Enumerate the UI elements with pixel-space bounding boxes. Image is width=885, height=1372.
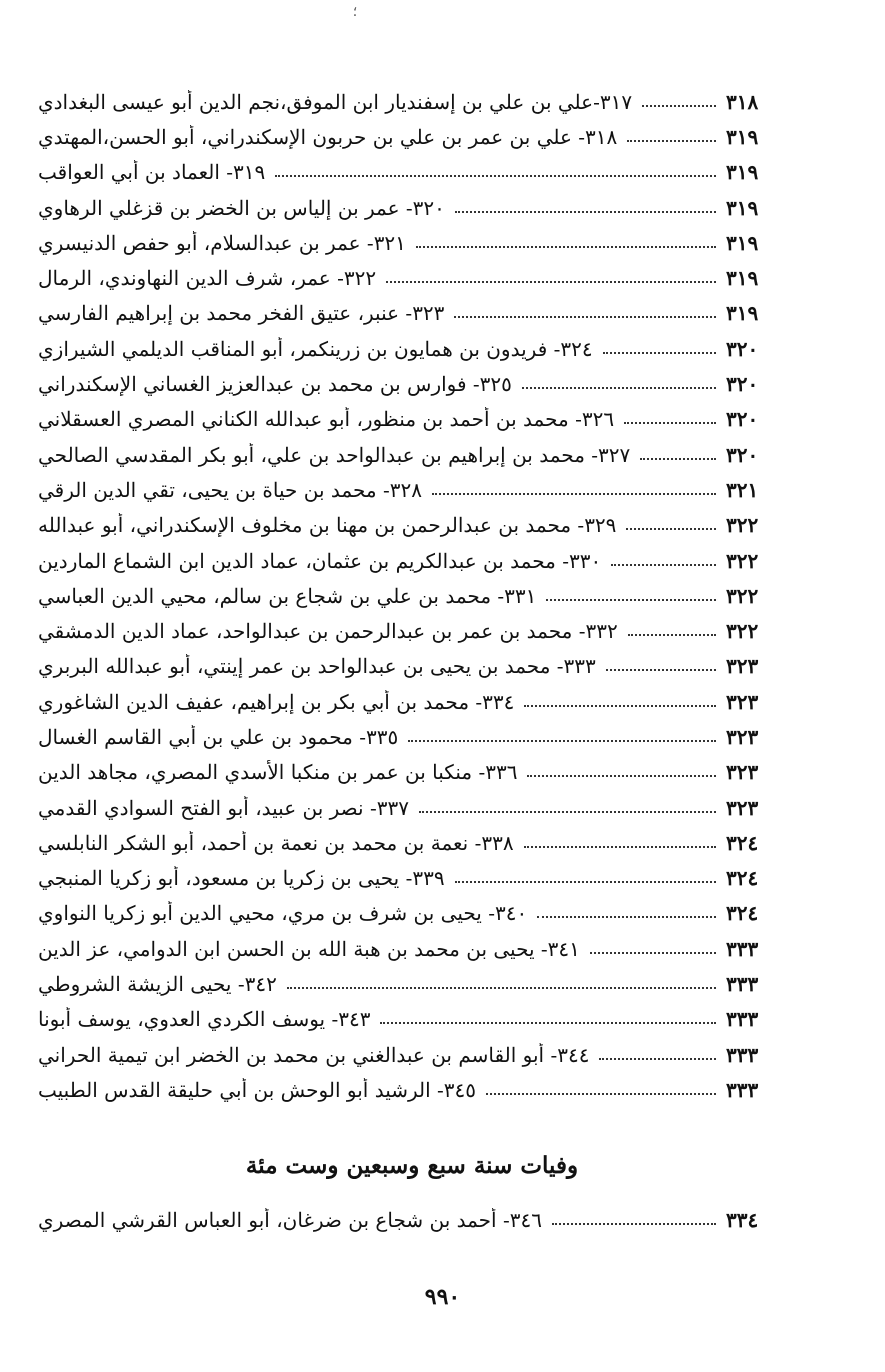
entry-page-number: ٣٢٣: [726, 795, 759, 820]
entry-page-number: ٣٢٣: [726, 689, 759, 714]
toc-entry: [38, 896, 786, 931]
entry-title: ٣٤٤- أبو القاسم بن عبدالغني بن محمد بن الخضر ابن تيمية الحراني: [38, 1042, 590, 1067]
entry-page-number: ٣١٩: [726, 266, 759, 291]
entry-title: ٣٣٠- محمد بن عبدالكريم بن عثمان، عماد الدين ابن الشماع الماردين: [38, 548, 602, 573]
toc-entry: [38, 437, 786, 472]
dot-leader: [275, 175, 716, 177]
dot-leader: [416, 246, 716, 248]
dot-leader: [527, 775, 716, 777]
entry-page-number: ٣٣٤: [726, 1207, 759, 1232]
dot-leader: [628, 634, 716, 636]
entry-title: ٣٢٩- محمد بن عبدالرحمن بن مهنا بن مخلوف الإسكندراني، أبو عبدالله: [38, 513, 617, 538]
entry-title: ٣٢٥- فوارس بن محمد بن عبدالعزيز الغساني الإسكندراني: [38, 372, 512, 397]
toc-entry: [38, 543, 786, 578]
entry-page-number: ٣٣٣: [726, 936, 759, 961]
section-table-of-contents: [38, 1202, 786, 1237]
entry-title: ٣٣٥- محمود بن علي بن أبي القاسم الغسال: [38, 724, 399, 749]
page-number: ٩٩٠: [424, 1284, 461, 1310]
entry-page-number: ٣٣٣: [726, 1077, 759, 1102]
table-of-contents: [38, 84, 786, 1108]
dot-leader: [524, 705, 716, 707]
entry-title: ٣٢٤- فريدون بن همايون بن زرينكمر، أبو المناقب الديلمي الشيرازي: [38, 336, 593, 361]
entry-page-number: ٣١٩: [726, 124, 759, 149]
dot-leader: [552, 1223, 716, 1225]
toc-entry: [38, 260, 786, 295]
entry-title: ٣٤٢- يحيى الزيشة الشروطي: [38, 972, 277, 997]
toc-entry: [38, 1037, 786, 1072]
entry-title: ٣٣٩- يحيى بن زكريا بن مسعود، أبو زكريا المنبجي: [38, 866, 445, 891]
entry-page-number: ٣٢٣: [726, 760, 759, 785]
toc-entry: [38, 366, 786, 401]
dot-leader: [455, 881, 716, 883]
toc-entry: [38, 613, 786, 648]
dot-leader: [386, 281, 716, 283]
toc-entry: [38, 719, 786, 754]
entry-page-number: ٣٢٠: [726, 442, 759, 467]
entry-title: ٣٣٨- نعمة بن محمد بن نعمة بن أحمد، أبو الشكر النابلسي: [38, 830, 514, 855]
toc-entry: [38, 649, 786, 684]
entry-page-number: ٣٢٢: [726, 513, 759, 538]
toc-entry: [38, 578, 786, 613]
toc-entry: [38, 1072, 786, 1107]
entry-title: ٣٤٠- يحيى بن شرف بن مري، محيي الدين أبو زكريا النواوي: [38, 901, 528, 926]
toc-entry: [38, 402, 786, 437]
entry-page-number: ٣٢٢: [726, 619, 759, 644]
entry-page-number: ٣٢٢: [726, 548, 759, 573]
dot-leader: [627, 140, 716, 142]
entry-page-number: ٣٣٣: [726, 1007, 759, 1032]
toc-entry: [38, 1002, 786, 1037]
entry-title: ٣٢٠- عمر بن إلياس بن الخضر بن قزغلي الرهاوي: [38, 195, 445, 220]
dot-leader: [537, 916, 716, 918]
dot-leader: [590, 952, 716, 954]
entry-title: ٣٤٣- يوسف الكردي العدوي، يوسف أبونا: [38, 1007, 371, 1032]
top-mark: ؛: [352, 4, 358, 20]
entry-page-number: ٣١٩: [726, 160, 759, 185]
toc-entry: [38, 861, 786, 896]
entry-title: ٣١٩- العماد بن أبي العواقب: [38, 160, 266, 185]
dot-leader: [546, 599, 716, 601]
dot-leader: [624, 422, 716, 424]
toc-entry: [38, 825, 786, 860]
entry-title: ٣٢١- عمر بن عبدالسلام، أبو حفص الدنيسري: [38, 230, 406, 255]
entry-title: ٣٣١- محمد بن علي بن شجاع بن سالم، محيي الدين العباسي: [38, 583, 537, 608]
entry-page-number: ٣٢٤: [726, 866, 759, 891]
toc-entry: [38, 296, 786, 331]
toc-entry: [38, 508, 786, 543]
dot-leader: [522, 387, 716, 389]
dot-leader: [626, 528, 716, 530]
toc-entry: [38, 931, 786, 966]
entry-title: ٣٤١- يحيى بن محمد بن هبة الله بن الحسن ابن الدوامي، عز الدين: [38, 936, 580, 961]
entry-title: ٣٤٦- أحمد بن شجاع بن ضرغان، أبو العباس القرشي المصري: [38, 1207, 542, 1232]
dot-leader: [432, 493, 716, 495]
entry-title: ٣٢٢- عمر، شرف الدين النهاوندي، الرمال: [38, 266, 377, 291]
toc-entry: [38, 790, 786, 825]
entry-page-number: ٣١٩: [726, 301, 759, 326]
entry-title: ٣٤٥- الرشيد أبو الوحش بن أبي حليقة القدس الطبيب: [38, 1077, 477, 1102]
entry-page-number: ٣٢٠: [726, 336, 759, 361]
toc-entry: [38, 684, 786, 719]
entry-title: ٣٣٧- نصر بن عبيد، أبو الفتح السوادي القدمي: [38, 795, 409, 820]
section-heading: وفيات سنة سبع وسبعين وست مئة: [245, 1152, 579, 1179]
entry-page-number: ٣٢٠: [726, 372, 759, 397]
entry-title: ٣٢٣- عنبر، عتيق الفخر محمد بن إبراهيم الفارسي: [38, 301, 445, 326]
toc-entry: [38, 119, 786, 154]
entry-page-number: ٣١٩: [726, 230, 759, 255]
entry-title: ٣١٧-علي بن علي بن إسفنديار ابن الموفق،نجم الدين أبو عيسى البغدادي: [38, 89, 633, 114]
entry-page-number: ٣٢٠: [726, 407, 759, 432]
entry-title: ٣٣٤- محمد بن أبي بكر بن إبراهيم، عفيف الدين الشاغوري: [38, 689, 515, 714]
entry-page-number: ٣٢٣: [726, 654, 759, 679]
dot-leader: [455, 211, 716, 213]
toc-entry: [38, 1202, 786, 1237]
dot-leader: [524, 846, 716, 848]
entry-title: ٣١٨- علي بن عمر بن علي بن حربون الإسكندراني، أبو الحسن،المهتدي: [38, 124, 618, 149]
entry-page-number: ٣٢٤: [726, 901, 759, 926]
entry-page-number: ٣٢٣: [726, 724, 759, 749]
dot-leader: [380, 1022, 716, 1024]
entry-title: ٣٢٨- محمد بن حياة بن يحيى، تقي الدين الرقي: [38, 477, 422, 502]
entry-page-number: ٣١٩: [726, 195, 759, 220]
entry-title: ٣٣٦- منكبا بن عمر بن منكبا الأسدي المصري، مجاهد الدين: [38, 760, 518, 785]
dot-leader: [419, 811, 716, 813]
toc-entry: [38, 190, 786, 225]
toc-entry: [38, 755, 786, 790]
entry-title: ٣٢٧- محمد بن إبراهيم بن عبدالواحد بن علي، أبو بكر المقدسي الصالحي: [38, 442, 631, 467]
dot-leader: [603, 352, 716, 354]
dot-leader: [408, 740, 716, 742]
toc-entry: [38, 472, 786, 507]
toc-entry: [38, 155, 786, 190]
dot-leader: [599, 1058, 716, 1060]
toc-entry: [38, 84, 786, 119]
entry-page-number: ٣٢٤: [726, 830, 759, 855]
entry-page-number: ٣٢١: [726, 477, 759, 502]
entry-page-number: ٣٣٣: [726, 972, 759, 997]
entry-title: ٣٢٦- محمد بن أحمد بن منظور، أبو عبدالله الكناني المصري العسقلاني: [38, 407, 615, 432]
dot-leader: [611, 564, 716, 566]
entry-page-number: ٣٣٣: [726, 1042, 759, 1067]
entry-title: ٣٣٣- محمد بن يحيى بن عبدالواحد بن عمر إينتي، أبو عبدالله البربري: [38, 654, 596, 679]
dot-leader: [640, 458, 716, 460]
dot-leader: [606, 669, 716, 671]
dot-leader: [287, 987, 716, 989]
toc-entry: [38, 966, 786, 1001]
toc-entry: [38, 331, 786, 366]
entry-title: ٣٣٢- محمد بن عمر بن عبدالرحمن بن عبدالواحد، عماد الدين الدمشقي: [38, 619, 618, 644]
entry-page-number: ٣١٨: [726, 89, 759, 114]
dot-leader: [454, 316, 716, 318]
dot-leader: [642, 105, 716, 107]
entry-page-number: ٣٢٢: [726, 583, 759, 608]
dot-leader: [486, 1093, 716, 1095]
toc-entry: [38, 225, 786, 260]
